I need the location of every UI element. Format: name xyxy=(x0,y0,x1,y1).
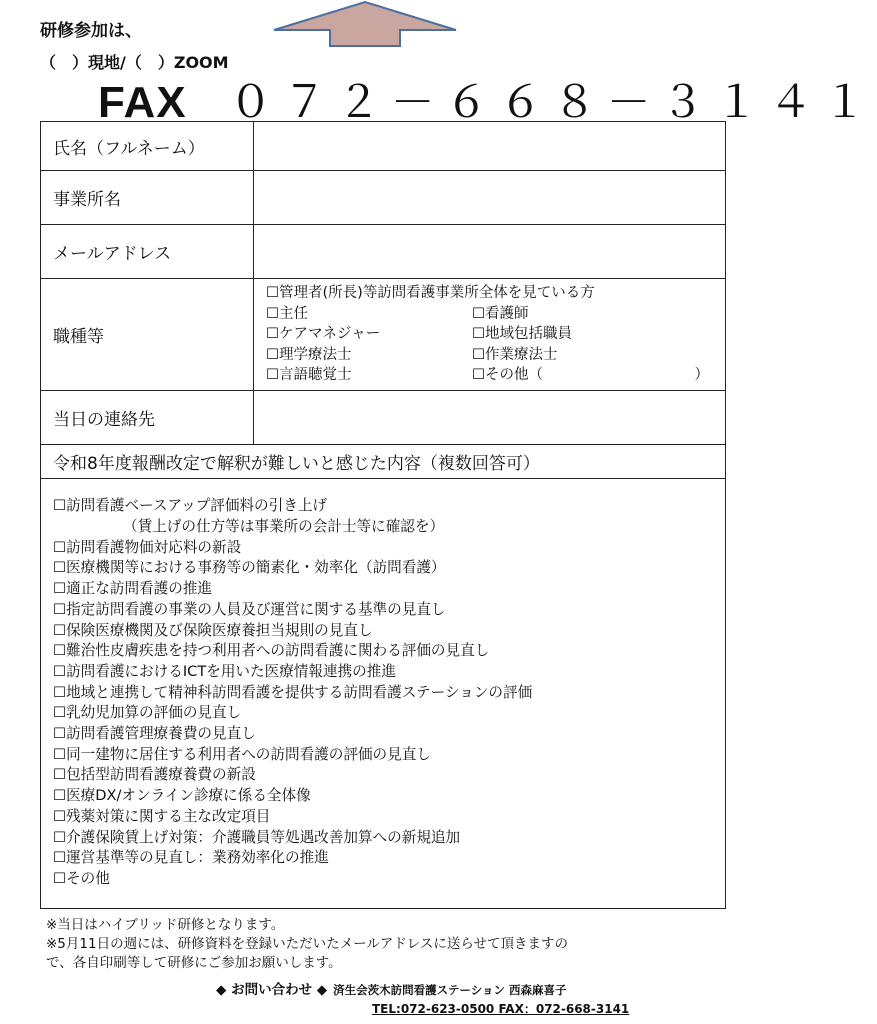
fax-label: FAX xyxy=(98,78,187,127)
topic-checkbox[interactable]: ☐指定訪問看護の事業の人員及び運営に関する基準の見直し xyxy=(53,600,446,618)
topic-checkbox[interactable]: ☐医療機関等における事務等の簡素化・効率化（訪問看護） xyxy=(53,559,446,577)
role-checkbox-care-manager[interactable]: ☐ケアマネジャー xyxy=(266,326,381,342)
office-label: 事業所名 xyxy=(41,171,254,225)
note-line: ※5月11日の週には、研修資料を登録いただいたメールアドレスに送らせて頂きますの xyxy=(46,936,568,952)
attendance-title: 研修参加は、 xyxy=(40,21,142,41)
email-field[interactable] xyxy=(254,225,726,279)
topic-checkbox[interactable]: ☐地域と連携して精神科訪問看護を提供する訪問看護ステーションの評価 xyxy=(53,683,533,701)
topic-checkbox[interactable]: ☐介護保険賃上げ対策：介護職員等処遇改善加算への新規追加 xyxy=(53,828,461,846)
topic-checkbox[interactable]: ☐難治性皮膚疾患を持つ利用者への訪問看護に関わる評価の見直し xyxy=(53,642,490,660)
topic-checkbox[interactable]: ☐残薬対策に関する主な改定項目 xyxy=(53,807,271,825)
attendance-options[interactable]: （ ）現地/（ ）ZOOM xyxy=(40,53,229,72)
topic-checkbox[interactable]: ☐その他 xyxy=(53,869,110,887)
topic-checkbox[interactable]: ☐訪問看護ベースアップ評価料の引き上げ xyxy=(53,497,328,515)
topic-checkbox[interactable]: ☐訪問看護におけるICTを用いた医療情報連携の推進 xyxy=(53,662,396,680)
topic-checkbox[interactable]: ☐適正な訪問看護の推進 xyxy=(53,580,213,598)
role-checkbox-st[interactable]: ☐言語聴覚士 xyxy=(266,367,352,383)
topic-checkbox[interactable]: ☐医療DX/オンライン診療に係る全体像 xyxy=(53,787,311,805)
topic-checkbox[interactable]: ☐訪問看護管理療養費の見直し xyxy=(53,725,256,743)
name-field[interactable] xyxy=(254,122,726,171)
name-label: 氏名（フルネーム） xyxy=(41,122,254,171)
registration-form xyxy=(40,121,726,909)
role-checkbox-other[interactable]: ☐その他（ ） xyxy=(472,367,709,383)
tel-fax-line: TEL:072-623-0500 FAX：072-668-3141 xyxy=(372,1002,630,1016)
role-checkbox-chief[interactable]: ☐主任 xyxy=(266,305,308,322)
notes xyxy=(46,916,568,973)
organization-name: 済生会茨木訪問看護ステーション 西森麻喜子 xyxy=(333,983,567,997)
role-checkbox-regional-staff[interactable]: ☐地域包括職員 xyxy=(472,326,572,342)
topic-checkbox[interactable]: ☐乳幼児加算の評価の見直し xyxy=(53,704,242,722)
role-checkbox-pt[interactable]: ☐理学療法士 xyxy=(266,346,352,363)
role-checkbox-manager[interactable]: ☐管理者(所長)等訪問看護事業所全体を見ている方 xyxy=(266,285,595,301)
contact-field[interactable] xyxy=(254,390,726,444)
email-label: メールアドレス xyxy=(41,225,254,279)
role-checkbox-ot[interactable]: ☐作業療法士 xyxy=(472,346,558,363)
topics-list xyxy=(41,478,726,908)
role-options xyxy=(254,279,726,391)
office-field[interactable] xyxy=(254,171,726,225)
note-line: で、各自印刷等して研修にご参加お願いします。 xyxy=(46,955,342,971)
role-checkbox-nurse[interactable]: ☐看護師 xyxy=(472,305,529,322)
inquiry-heading: ◆ お問い合わせ ◆ 済生会茨木訪問看護ステーション 西森麻喜子 xyxy=(216,982,567,998)
topic-checkbox[interactable]: ☐包括型訪問看護療養費の新設 xyxy=(53,766,256,784)
topic-checkbox[interactable]: ☐同一建物に居住する利用者への訪問看護の評価の見直し xyxy=(53,745,431,763)
up-arrow-icon xyxy=(270,0,460,46)
topic-checkbox[interactable]: ☐訪問看護物価対応料の新設 xyxy=(53,538,242,556)
note-line: ※当日はハイブリッド研修となります。 xyxy=(46,917,285,933)
fax-number: ０７２－６６８－３１４１ xyxy=(228,78,877,127)
topic-checkbox[interactable]: ☐保険医療機関及び保険医療養担当規則の見直し xyxy=(53,621,373,639)
contact-label: 当日の連絡先 xyxy=(41,390,254,444)
topic-note: （賃上げの仕方等は事業所の会計士等に確認を） xyxy=(123,518,445,536)
topics-heading: 令和8年度報酬改定で解釈が難しいと感じた内容（複数回答可） xyxy=(41,444,726,478)
topic-checkbox[interactable]: ☐運営基準等の見直し：業務効率化の推進 xyxy=(53,849,329,867)
role-label: 職種等 xyxy=(41,279,254,391)
